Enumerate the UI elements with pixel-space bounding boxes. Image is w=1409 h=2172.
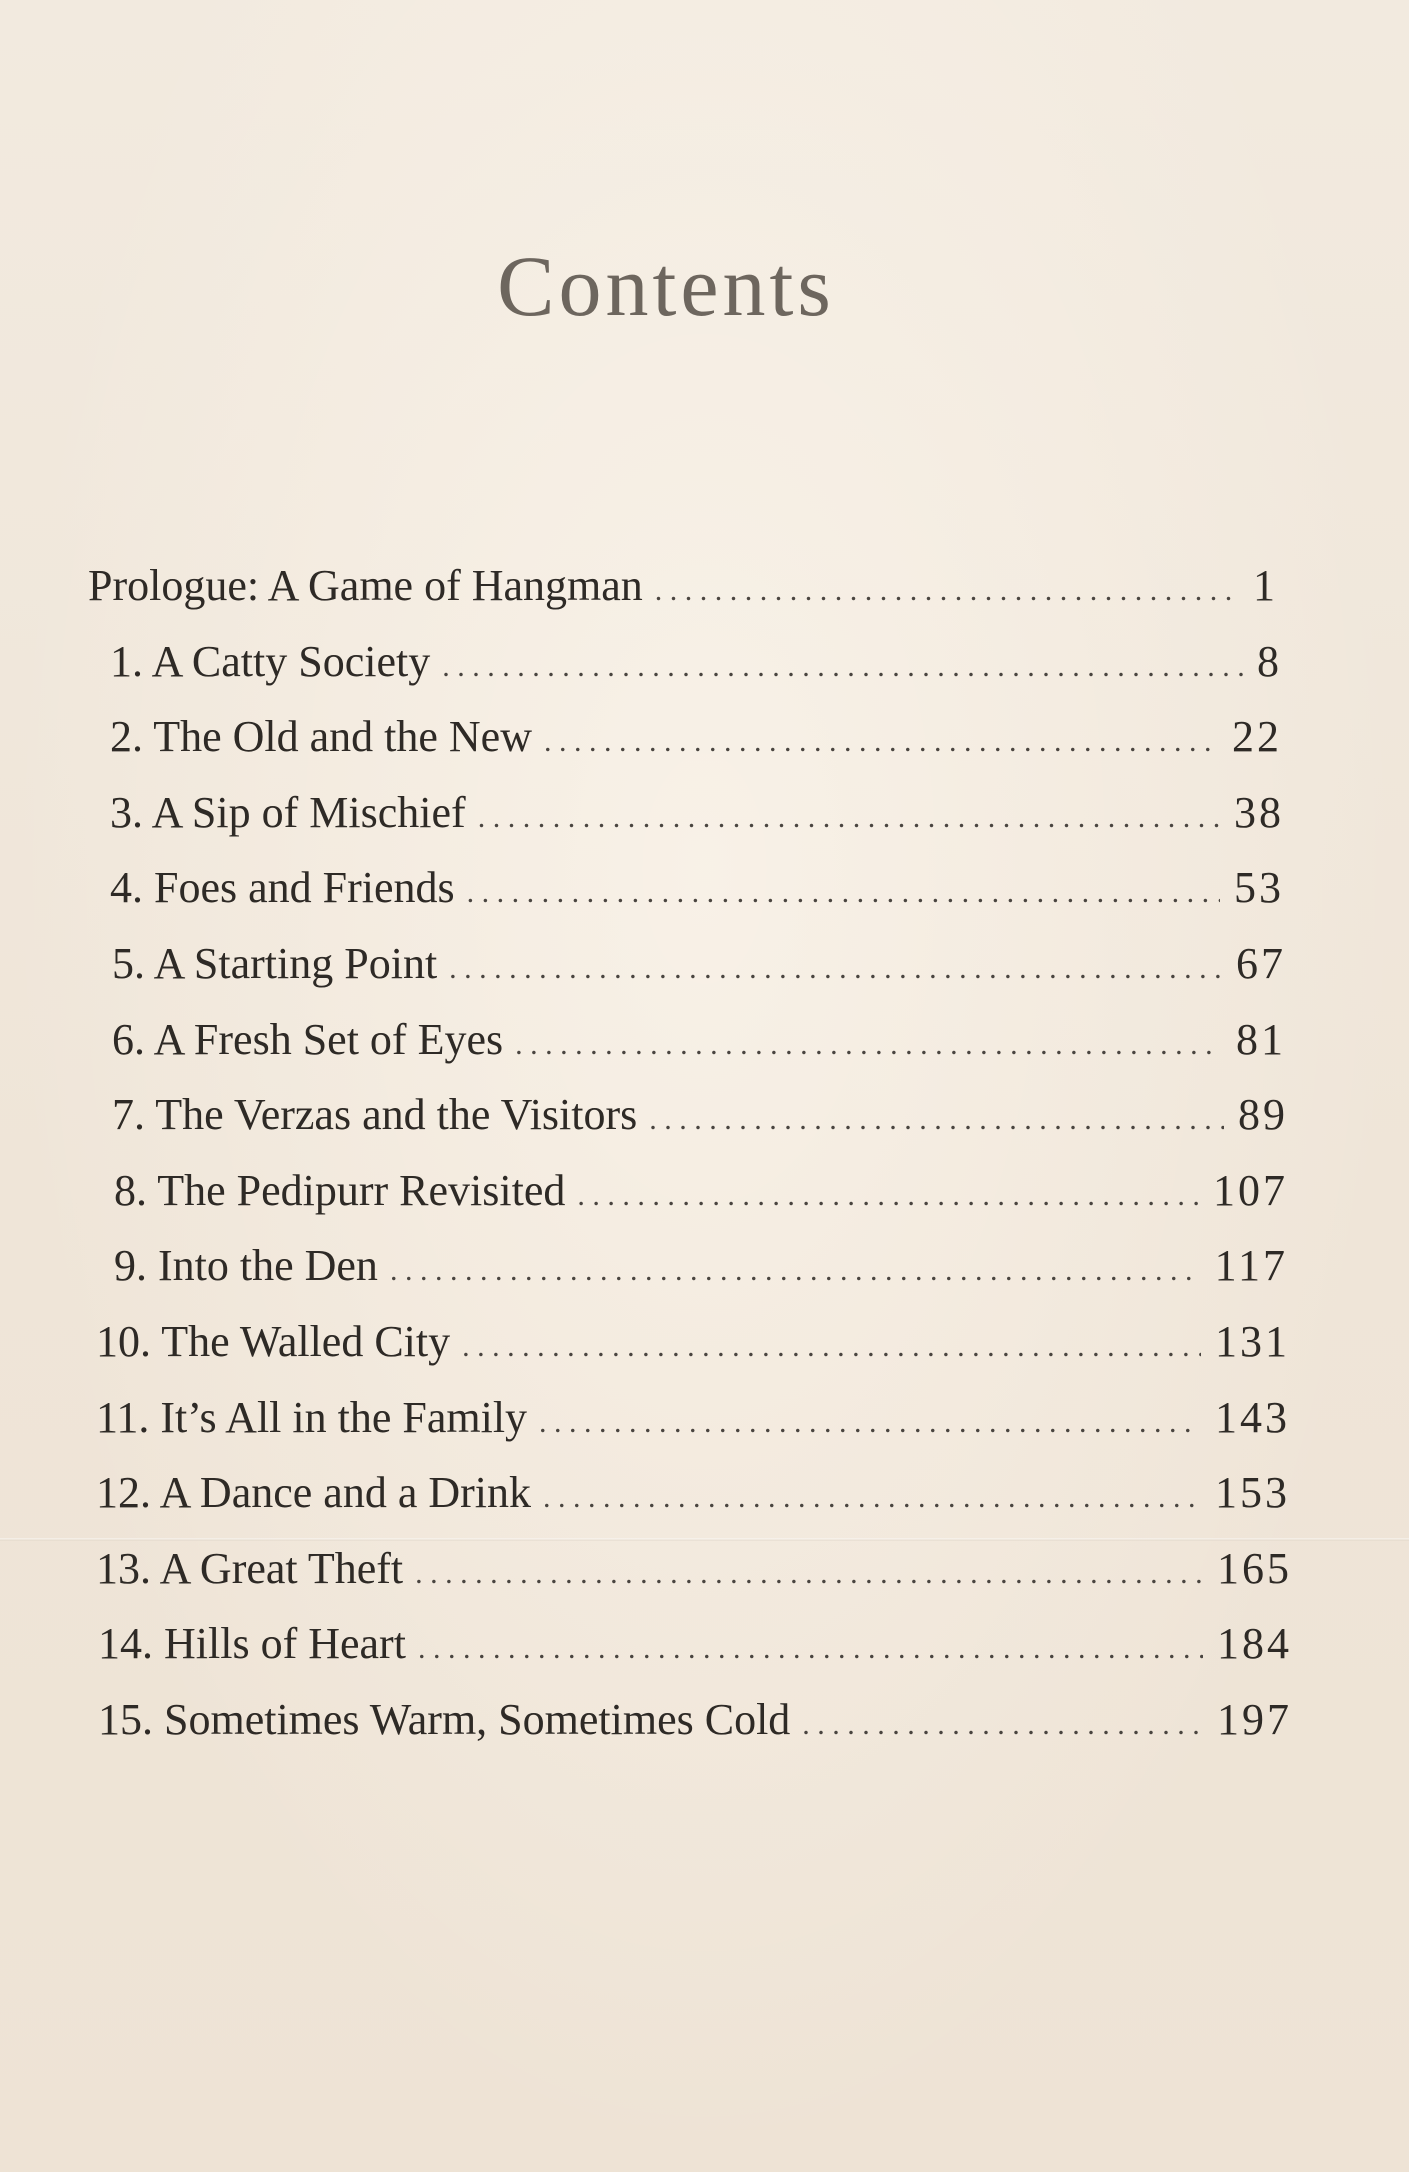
toc-entry-page: 143 [1215, 1393, 1290, 1442]
toc-entry [114, 1161, 1288, 1221]
dot-leader [449, 939, 1222, 999]
toc-entry [110, 858, 1284, 918]
toc-entry-page: 184 [1217, 1619, 1292, 1668]
dot-leader [442, 637, 1243, 697]
toc-entry-title: 3. A Sip of Mischief [110, 788, 466, 837]
toc-entry-page: 89 [1238, 1090, 1288, 1139]
toc-entry-page: 81 [1236, 1015, 1286, 1064]
toc-entry-title: 11. It’s All in the Family [96, 1393, 528, 1442]
toc-entry [112, 934, 1286, 994]
dot-leader [539, 1393, 1201, 1453]
toc-entry-title: 9. Into the Den [114, 1241, 378, 1290]
dot-leader [802, 1695, 1203, 1755]
toc-entry-title: 5. A Starting Point [112, 939, 438, 988]
toc-entry [112, 1010, 1286, 1070]
toc-entry-title: 8. The Pedipurr Revisited [114, 1166, 566, 1215]
toc-entry-title: 7. The Verzas and the Visitors [112, 1090, 638, 1139]
toc-entry-title: 1. A Catty Society [110, 637, 431, 686]
toc-entry-page: 38 [1234, 788, 1284, 837]
dot-leader [415, 1544, 1203, 1604]
toc-entry-page: 153 [1215, 1468, 1290, 1517]
dot-leader [649, 1090, 1224, 1150]
toc-entry-title: 10. The Walled City [96, 1317, 451, 1366]
toc-entry [98, 1690, 1292, 1750]
toc-entry [110, 632, 1282, 692]
toc-entry-page: 1 [1253, 561, 1278, 610]
dot-leader [577, 1166, 1199, 1226]
toc-entry-page: 197 [1217, 1695, 1292, 1744]
toc-entry [110, 707, 1282, 767]
toc-entry [96, 1312, 1290, 1372]
toc-entry-page: 22 [1232, 712, 1282, 761]
toc-entry-title: 2. The Old and the New [110, 712, 532, 761]
toc-entry-page: 131 [1215, 1317, 1290, 1366]
toc-entry-title: Prologue: A Game of Hangman [88, 561, 643, 610]
toc-entry-page: 8 [1257, 637, 1282, 686]
toc-entry [98, 1614, 1292, 1674]
dot-leader [515, 1015, 1222, 1075]
toc-entry-title: 13. A Great Theft [96, 1544, 404, 1593]
toc-entry [112, 1085, 1288, 1145]
toc-entry-title: 15. Sometimes Warm, Sometimes Cold [98, 1695, 791, 1744]
toc-entry-page: 107 [1213, 1166, 1288, 1215]
dot-leader [462, 1317, 1201, 1377]
toc-entry [114, 1236, 1288, 1296]
page-title: Contents [497, 237, 835, 334]
dot-leader [543, 1468, 1201, 1528]
toc-entry-page: 53 [1234, 863, 1284, 912]
toc-entry-page: 117 [1214, 1241, 1288, 1290]
dot-leader [418, 1619, 1203, 1679]
toc-entry [96, 1388, 1290, 1448]
toc-entry-title: 14. Hills of Heart [98, 1619, 406, 1668]
dot-leader [655, 561, 1239, 621]
dot-leader [467, 863, 1220, 923]
toc-entry-title: 12. A Dance and a Drink [96, 1468, 531, 1517]
toc-entry [88, 556, 1278, 616]
dot-leader [390, 1241, 1201, 1301]
toc-entry [96, 1539, 1292, 1599]
toc-entry-title: 4. Foes and Friends [110, 863, 455, 912]
toc-entry [110, 783, 1284, 843]
toc-entry-page: 67 [1236, 939, 1286, 988]
toc-entry-page: 165 [1217, 1544, 1292, 1593]
dot-leader [544, 712, 1218, 772]
toc-entry-title: 6. A Fresh Set of Eyes [112, 1015, 504, 1064]
dot-leader [478, 788, 1220, 848]
toc-entry [96, 1463, 1290, 1523]
